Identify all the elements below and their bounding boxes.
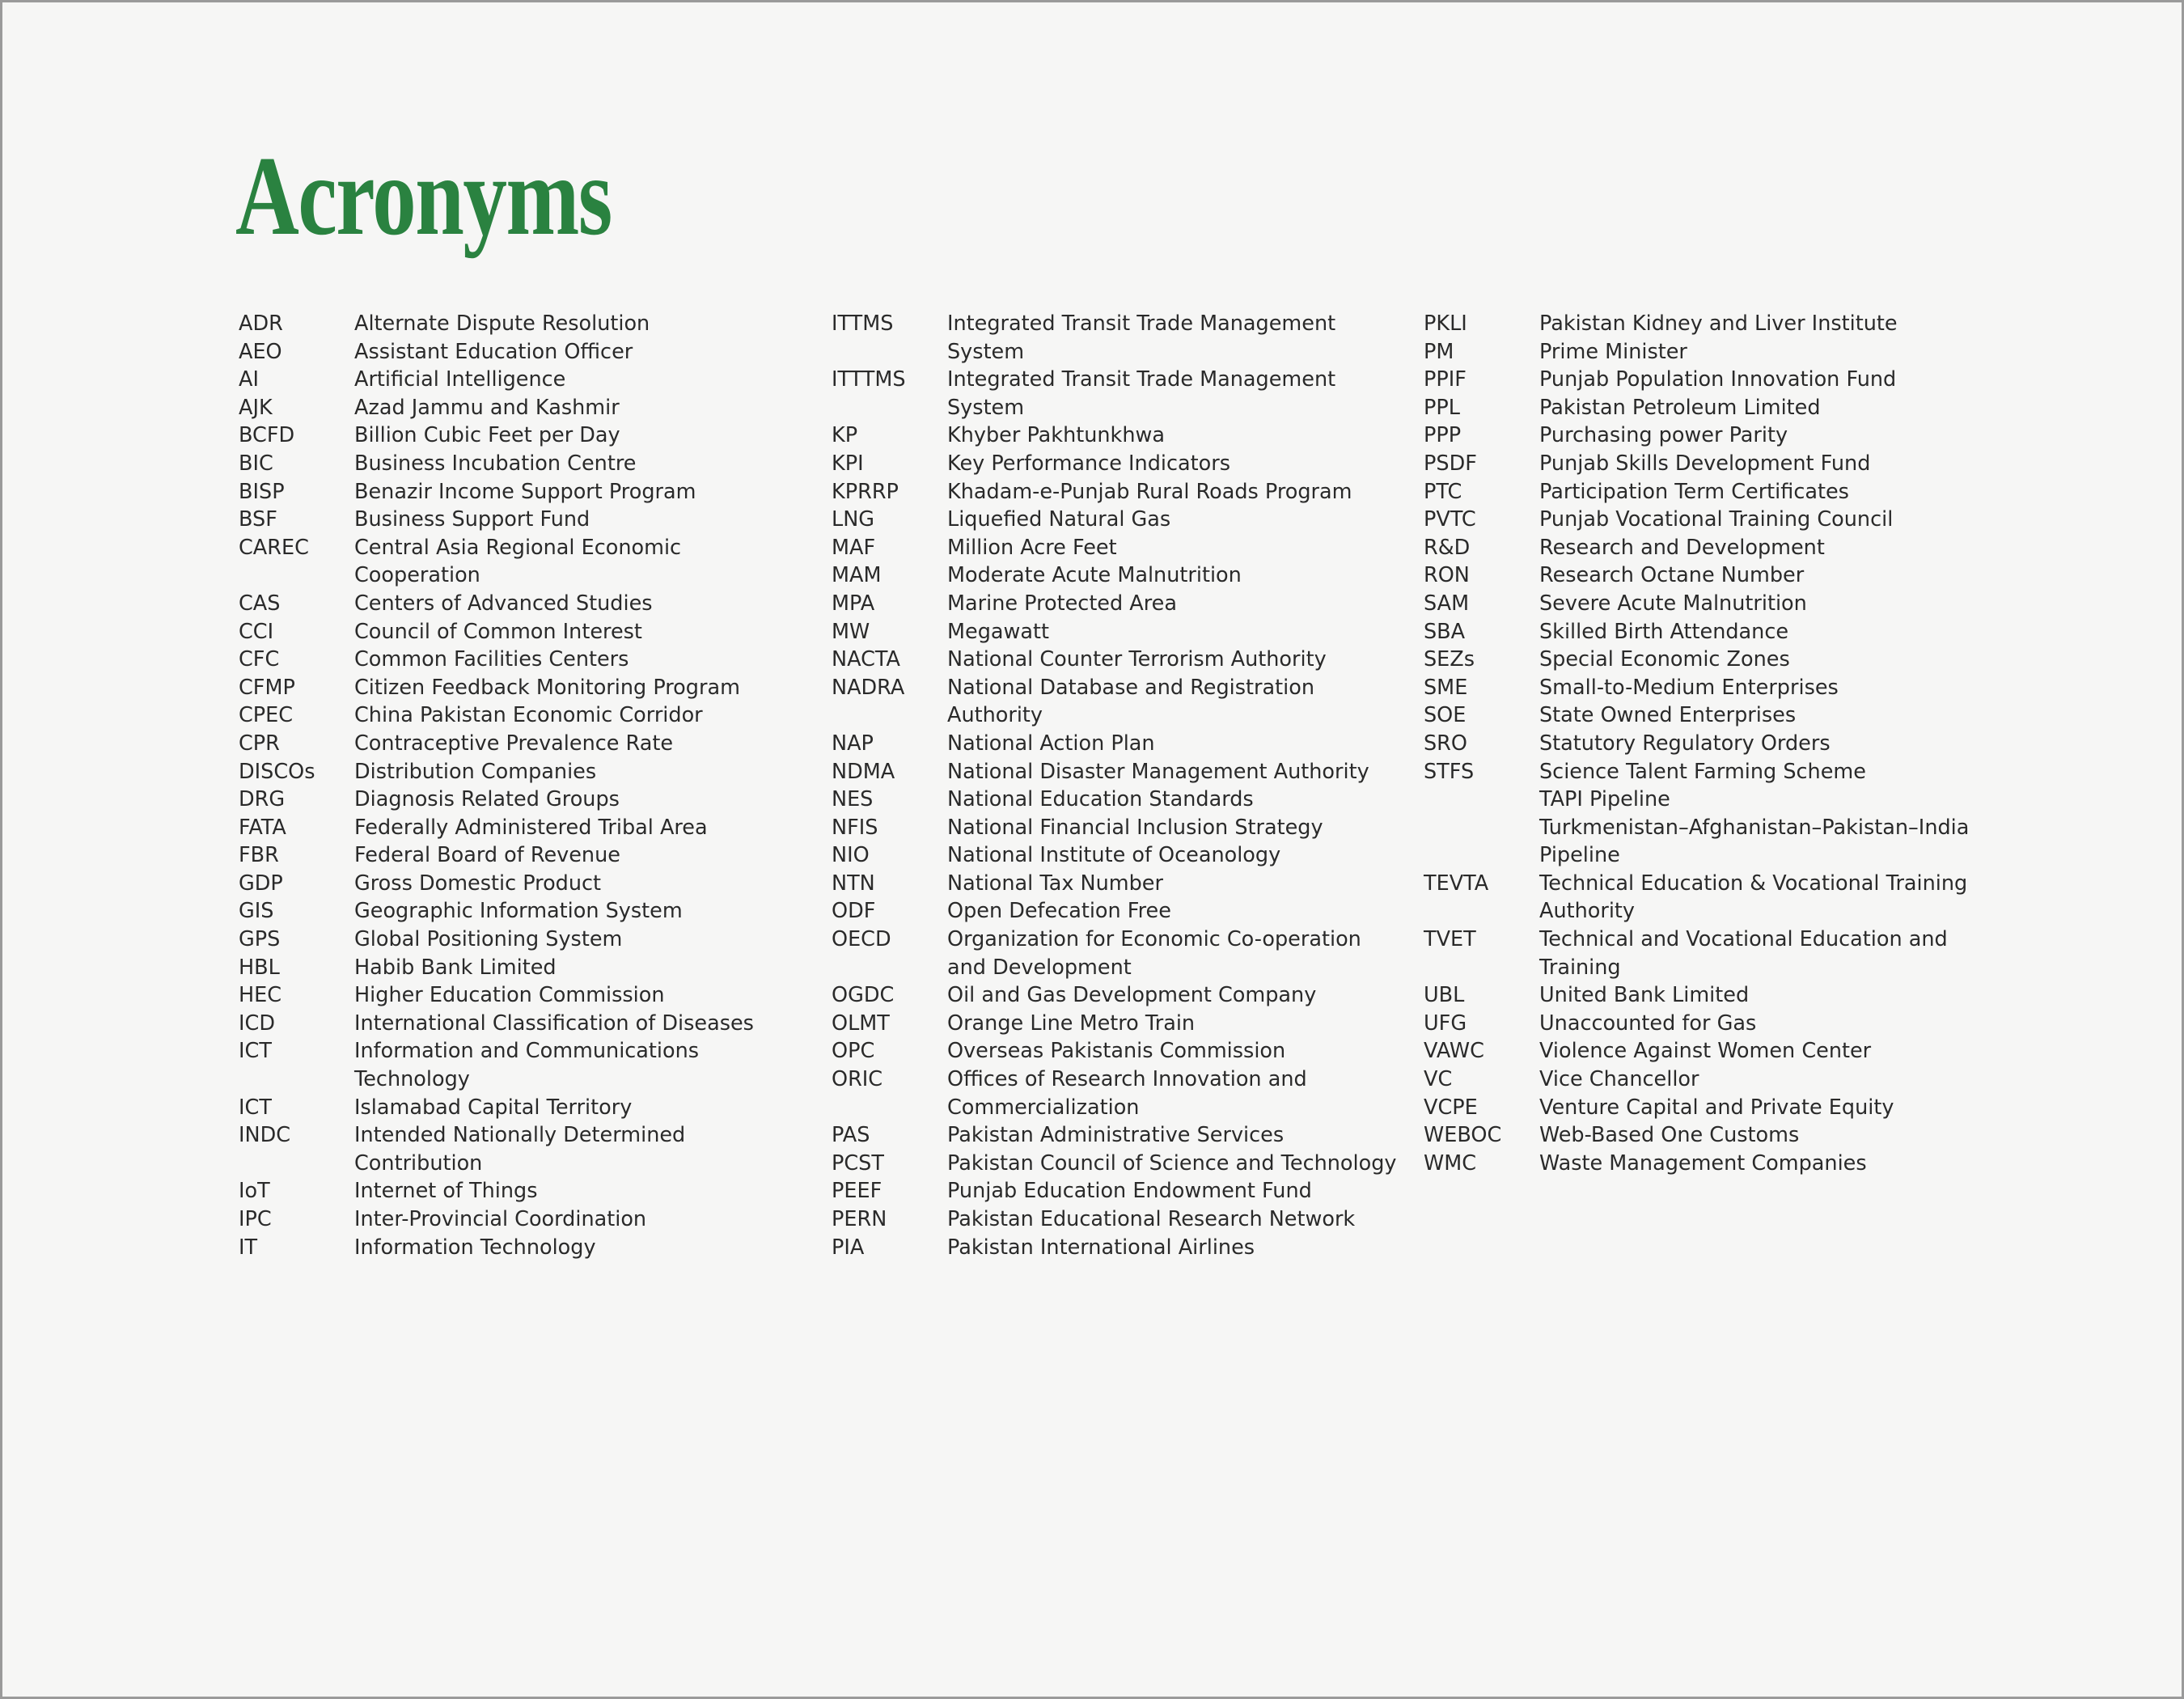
acronym-abbreviation: PM xyxy=(1424,339,1454,364)
acronym-definition: Contraceptive Prevalence Rate xyxy=(354,731,674,756)
acronym-definition: Pakistan International Airlines xyxy=(947,1235,1255,1260)
acronym-abbreviation: PPL xyxy=(1424,395,1460,420)
acronym-entry xyxy=(239,926,813,954)
acronym-abbreviation: NIO xyxy=(832,843,870,868)
acronym-definition: Integrated Transit Trade Management System xyxy=(947,311,1336,364)
acronym-abbreviation: DISCOs xyxy=(239,759,315,784)
acronym-definition: Benazir Income Support Program xyxy=(354,479,696,504)
acronym-entry xyxy=(239,897,813,926)
acronym-definition: Turkmenistan–Afghanistan–Pakistan–India Pipeline xyxy=(1539,815,1970,868)
acronym-definition: Liquefied Natural Gas xyxy=(947,507,1171,532)
acronym-definition: Federally Administered Tribal Area xyxy=(354,815,708,840)
acronym-definition: Federal Board of Revenue xyxy=(354,843,620,868)
acronym-abbreviation: VCPE xyxy=(1424,1095,1478,1120)
acronym-entry xyxy=(239,422,813,450)
acronym-entry xyxy=(239,534,813,590)
acronym-abbreviation: WEBOC xyxy=(1424,1123,1502,1148)
acronym-entry xyxy=(832,534,1406,562)
acronym-definition: Global Positioning System xyxy=(354,927,623,952)
acronym-abbreviation: LNG xyxy=(832,507,875,532)
acronym-entry xyxy=(239,590,813,618)
acronym-entry xyxy=(832,730,1406,758)
acronym-entry xyxy=(239,1177,813,1205)
acronym-abbreviation: ICT xyxy=(239,1039,272,1064)
acronym-entry xyxy=(832,450,1406,478)
acronym-definition: Organization for Economic Co-operation and Development xyxy=(947,927,1361,980)
acronym-entry xyxy=(832,1234,1406,1262)
acronym-definition: Internet of Things xyxy=(354,1179,538,1204)
acronym-entry xyxy=(1424,870,1990,926)
acronym-entry xyxy=(239,870,813,898)
acronym-entry xyxy=(239,506,813,534)
acronym-abbreviation: SAM xyxy=(1424,591,1470,616)
acronym-entry xyxy=(832,646,1406,674)
acronym-abbreviation: TVET xyxy=(1424,927,1476,952)
acronym-definition: Small-to-Medium Enterprises xyxy=(1539,675,1839,700)
acronym-entry xyxy=(1424,310,1990,338)
acronym-abbreviation: NDMA xyxy=(832,759,895,784)
acronym-entry xyxy=(1424,786,1990,814)
acronym-definition: Intended Nationally Determined Contribution xyxy=(354,1123,686,1176)
acronym-definition: State Owned Enterprises xyxy=(1539,703,1797,728)
acronym-entry xyxy=(1424,758,1990,786)
acronym-entry xyxy=(239,730,813,758)
acronym-abbreviation: NACTA xyxy=(832,647,900,672)
acronym-entry xyxy=(1424,506,1990,534)
acronym-abbreviation: CFMP xyxy=(239,675,295,700)
acronym-abbreviation: AJK xyxy=(239,395,273,420)
acronym-entry xyxy=(239,338,813,366)
acronym-abbreviation: RON xyxy=(1424,563,1470,588)
acronym-entry xyxy=(239,1010,813,1038)
acronym-entry xyxy=(832,1205,1406,1234)
acronym-entry xyxy=(832,841,1406,870)
acronym-definition: Inter-Provincial Coordination xyxy=(354,1207,647,1231)
acronym-abbreviation: PEEF xyxy=(832,1179,882,1204)
acronym-definition: Billion Cubic Feet per Day xyxy=(354,423,620,448)
acronym-abbreviation xyxy=(1424,814,1539,870)
acronym-entry xyxy=(239,1037,813,1093)
acronym-definition: Statutory Regulatory Orders xyxy=(1539,731,1831,756)
acronym-definition: Violence Against Women Center xyxy=(1539,1039,1872,1064)
acronym-abbreviation: BCFD xyxy=(239,423,295,448)
acronym-definition: Open Defecation Free xyxy=(947,899,1171,924)
acronym-abbreviation: NADRA xyxy=(832,675,905,700)
acronym-definition: Science Talent Farming Scheme xyxy=(1539,759,1866,784)
acronym-definition: Khadam-e-Punjab Rural Roads Program xyxy=(947,479,1352,504)
acronym-definition: Vice Chancellor xyxy=(1539,1067,1699,1092)
acronym-entry xyxy=(832,758,1406,786)
acronym-definition: Distribution Companies xyxy=(354,759,597,784)
acronym-entry xyxy=(239,674,813,702)
acronym-abbreviation: FBR xyxy=(239,843,279,868)
acronym-definition: Khyber Pakhtunkhwa xyxy=(947,423,1165,448)
acronym-definition: Research and Development xyxy=(1539,535,1825,560)
acronym-abbreviation: ICT xyxy=(239,1095,272,1120)
acronym-abbreviation: GIS xyxy=(239,899,274,924)
acronym-definition: National Action Plan xyxy=(947,731,1155,756)
acronym-definition: National Education Standards xyxy=(947,787,1254,812)
acronym-entry xyxy=(832,1121,1406,1150)
acronym-definition: Research Octane Number xyxy=(1539,563,1805,588)
acronym-definition: National Counter Terrorism Authority xyxy=(947,647,1327,672)
acronym-column-1 xyxy=(239,310,813,1261)
acronym-entry xyxy=(239,310,813,338)
acronym-entry xyxy=(1424,394,1990,422)
acronym-definition: Higher Education Commission xyxy=(354,983,665,1008)
acronym-entry xyxy=(832,897,1406,926)
acronym-entry xyxy=(832,1037,1406,1066)
acronym-definition: Punjab Population Innovation Fund xyxy=(1539,367,1897,392)
acronym-abbreviation: PKLI xyxy=(1424,311,1467,336)
acronym-abbreviation: CFC xyxy=(239,647,280,672)
acronym-abbreviation: CAREC xyxy=(239,535,309,560)
acronym-entry xyxy=(1424,1094,1990,1122)
acronym-entry xyxy=(832,1150,1406,1178)
acronym-entry xyxy=(1424,366,1990,394)
acronym-abbreviation: OPC xyxy=(832,1039,875,1064)
acronym-abbreviation: PCST xyxy=(832,1150,884,1176)
acronym-abbreviation: MW xyxy=(832,619,870,644)
acronym-definition: Orange Line Metro Train xyxy=(947,1011,1196,1036)
acronym-entry xyxy=(832,618,1406,646)
acronym-definition: Special Economic Zones xyxy=(1539,647,1790,672)
acronym-entry xyxy=(832,814,1406,842)
acronym-entry xyxy=(1424,338,1990,366)
acronym-entry xyxy=(239,618,813,646)
acronym-definition: Key Performance Indicators xyxy=(947,451,1231,476)
acronym-abbreviation: SRO xyxy=(1424,731,1467,756)
acronym-definition: Islamabad Capital Territory xyxy=(354,1095,633,1120)
acronym-abbreviation: MAF xyxy=(832,535,876,560)
acronym-abbreviation: UFG xyxy=(1424,1011,1467,1036)
acronym-entry xyxy=(1424,450,1990,478)
acronym-entry xyxy=(1424,618,1990,646)
acronym-abbreviation: CAS xyxy=(239,591,281,616)
acronym-definition: Severe Acute Malnutrition xyxy=(1539,591,1807,616)
acronym-definition: Common Facilities Centers xyxy=(354,647,629,672)
acronym-entry xyxy=(1424,478,1990,506)
acronym-abbreviation: ICD xyxy=(239,1011,275,1036)
acronym-entry xyxy=(239,701,813,730)
acronym-abbreviation: SME xyxy=(1424,675,1468,700)
acronym-definition: National Database and Registration Authority xyxy=(947,675,1314,728)
acronym-entry xyxy=(1424,590,1990,618)
acronym-definition: Assistant Education Officer xyxy=(354,339,633,364)
acronym-abbreviation: ADR xyxy=(239,311,283,336)
acronym-definition: Prime Minister xyxy=(1539,339,1687,364)
acronym-definition: Business Incubation Centre xyxy=(354,451,637,476)
acronym-definition: Integrated Transit Trade Management System xyxy=(947,367,1336,420)
acronym-definition: Unaccounted for Gas xyxy=(1539,1011,1757,1036)
acronym-definition: Pakistan Kidney and Liver Institute xyxy=(1539,311,1898,336)
acronym-abbreviation: ODF xyxy=(832,899,876,924)
acronym-abbreviation: KPRRP xyxy=(832,479,899,504)
acronym-entry xyxy=(1424,674,1990,702)
acronym-definition: Central Asia Regional Economic Cooperation xyxy=(354,535,682,588)
acronym-abbreviation: CPEC xyxy=(239,703,294,728)
acronym-column-2 xyxy=(832,310,1406,1261)
acronym-definition: Million Acre Feet xyxy=(947,535,1117,560)
acronym-column-3 xyxy=(1424,310,1990,1177)
acronym-entry xyxy=(832,926,1406,981)
acronym-abbreviation: STFS xyxy=(1424,759,1475,784)
acronym-entry xyxy=(832,674,1406,730)
acronym-abbreviation: AI xyxy=(239,367,259,392)
acronym-definition: Citizen Feedback Monitoring Program xyxy=(354,675,740,700)
acronym-definition: Web-Based One Customs xyxy=(1539,1123,1800,1148)
acronym-definition: Pakistan Council of Science and Technology xyxy=(947,1150,1397,1176)
acronym-abbreviation: WMC xyxy=(1424,1150,1477,1176)
acronym-definition: Information and Communications Technology xyxy=(354,1039,700,1092)
acronym-definition: Azad Jammu and Kashmir xyxy=(354,395,620,420)
acronym-definition: Waste Management Companies xyxy=(1539,1150,1867,1176)
acronym-abbreviation: VAWC xyxy=(1424,1039,1484,1064)
acronym-definition: Moderate Acute Malnutrition xyxy=(947,563,1242,588)
acronym-abbreviation: NFIS xyxy=(832,815,878,840)
acronym-abbreviation: DRG xyxy=(239,787,286,812)
acronym-entry xyxy=(1424,1150,1990,1178)
acronym-entry xyxy=(1424,701,1990,730)
acronym-entry xyxy=(832,1010,1406,1038)
acronym-entry xyxy=(239,981,813,1010)
acronym-abbreviation: BSF xyxy=(239,507,277,532)
acronym-entry xyxy=(1424,561,1990,590)
acronym-entry xyxy=(239,1234,813,1262)
acronym-entry xyxy=(239,1094,813,1122)
acronym-entry xyxy=(1424,814,1990,870)
acronym-abbreviation: KP xyxy=(832,423,858,448)
acronym-entry xyxy=(832,1177,1406,1205)
acronym-definition: Offices of Research Innovation and Commercialization xyxy=(947,1067,1307,1120)
acronym-definition: Alternate Dispute Resolution xyxy=(354,311,650,336)
acronym-definition: International Classification of Diseases xyxy=(354,1011,754,1036)
acronym-abbreviation: SEZs xyxy=(1424,647,1475,672)
acronym-abbreviation: PPP xyxy=(1424,423,1462,448)
acronym-entry xyxy=(832,981,1406,1010)
acronym-definition: Purchasing power Parity xyxy=(1539,423,1788,448)
acronym-definition: National Institute of Oceanology xyxy=(947,843,1281,868)
acronym-definition: Artificial Intelligence xyxy=(354,367,566,392)
acronym-abbreviation: IoT xyxy=(239,1179,270,1204)
acronym-abbreviation: BIC xyxy=(239,451,273,476)
acronym-entry xyxy=(239,450,813,478)
acronym-abbreviation: GPS xyxy=(239,927,281,952)
acronym-abbreviation: PIA xyxy=(832,1235,865,1260)
acronym-entry xyxy=(239,758,813,786)
acronym-entry xyxy=(1424,926,1990,981)
acronym-entry xyxy=(239,394,813,422)
acronym-abbreviation: GDP xyxy=(239,871,283,896)
acronym-entry xyxy=(239,1121,813,1177)
acronym-entry xyxy=(1424,1010,1990,1038)
acronym-abbreviation: NAP xyxy=(832,731,874,756)
acronym-abbreviation: IPC xyxy=(239,1207,272,1231)
acronym-definition: Technical Education & Vocational Training Authority xyxy=(1539,871,1968,924)
acronym-entry xyxy=(1424,981,1990,1010)
acronym-abbreviation: ITTTMS xyxy=(832,367,906,392)
acronym-definition: China Pakistan Economic Corridor xyxy=(354,703,703,728)
acronym-definition: Punjab Skills Development Fund xyxy=(1539,451,1871,476)
acronym-abbreviation: PAS xyxy=(832,1123,870,1148)
acronym-entry xyxy=(1424,422,1990,450)
acronym-entry xyxy=(239,646,813,674)
acronym-entry xyxy=(1424,646,1990,674)
acronym-entry xyxy=(832,561,1406,590)
acronym-entry xyxy=(832,870,1406,898)
acronym-definition: Geographic Information System xyxy=(354,899,683,924)
acronym-definition: Skilled Birth Attendance xyxy=(1539,619,1789,644)
acronym-definition: Gross Domestic Product xyxy=(354,871,602,896)
acronym-abbreviation: NES xyxy=(832,787,874,812)
acronym-definition: Punjab Vocational Training Council xyxy=(1539,507,1894,532)
acronym-definition: Centers of Advanced Studies xyxy=(354,591,653,616)
acronym-definition: Business Support Fund xyxy=(354,507,590,532)
acronym-definition: Pakistan Petroleum Limited xyxy=(1539,395,1821,420)
acronym-entry xyxy=(239,366,813,394)
acronym-abbreviation: SBA xyxy=(1424,619,1466,644)
acronym-abbreviation: HEC xyxy=(239,983,282,1008)
acronym-entry xyxy=(832,310,1406,366)
acronym-definition: TAPI Pipeline xyxy=(1539,787,1670,812)
acronym-abbreviation: NTN xyxy=(832,871,875,896)
acronym-entry xyxy=(832,590,1406,618)
acronym-abbreviation xyxy=(1424,786,1539,814)
acronym-abbreviation: KPI xyxy=(832,451,864,476)
acronym-abbreviation: PVTC xyxy=(1424,507,1476,532)
acronym-definition: United Bank Limited xyxy=(1539,983,1750,1008)
acronym-abbreviation: OLMT xyxy=(832,1011,890,1036)
acronym-entry xyxy=(239,1205,813,1234)
acronym-entry xyxy=(832,422,1406,450)
acronym-definition: National Tax Number xyxy=(947,871,1163,896)
acronym-abbreviation: SOE xyxy=(1424,703,1467,728)
acronym-abbreviation: OECD xyxy=(832,927,891,952)
acronym-abbreviation: BISP xyxy=(239,479,285,504)
acronym-entry xyxy=(1424,1037,1990,1066)
page-title: Acronyms xyxy=(235,133,612,259)
acronym-definition: Venture Capital and Private Equity xyxy=(1539,1095,1894,1120)
acronym-entry xyxy=(239,478,813,506)
acronym-abbreviation: TEVTA xyxy=(1424,871,1489,896)
acronym-entry xyxy=(1424,1121,1990,1150)
acronym-entry xyxy=(239,954,813,982)
acronym-definition: Pakistan Administrative Services xyxy=(947,1123,1285,1148)
acronym-abbreviation: R&D xyxy=(1424,535,1471,560)
acronym-definition: Habib Bank Limited xyxy=(354,955,557,980)
acronym-entry xyxy=(1424,730,1990,758)
acronym-definition: Overseas Pakistanis Commission xyxy=(947,1039,1286,1064)
acronym-entry xyxy=(832,1066,1406,1121)
acronym-abbreviation: PSDF xyxy=(1424,451,1477,476)
acronym-definition: Diagnosis Related Groups xyxy=(354,787,620,812)
acronym-entry xyxy=(832,506,1406,534)
acronym-definition: Participation Term Certificates xyxy=(1539,479,1849,504)
acronym-abbreviation: MAM xyxy=(832,563,882,588)
acronym-abbreviation: VC xyxy=(1424,1067,1453,1092)
acronym-definition: Marine Protected Area xyxy=(947,591,1177,616)
acronym-entry xyxy=(239,786,813,814)
acronym-entry xyxy=(1424,534,1990,562)
acronym-abbreviation: MPA xyxy=(832,591,875,616)
acronym-abbreviation: FATA xyxy=(239,815,286,840)
acronym-definition: National Disaster Management Authority xyxy=(947,759,1369,784)
acronym-entry xyxy=(832,478,1406,506)
acronym-definition: Punjab Education Endowment Fund xyxy=(947,1179,1312,1204)
acronym-entry xyxy=(832,366,1406,422)
acronym-entry xyxy=(1424,1066,1990,1094)
acronym-abbreviation: AEO xyxy=(239,339,282,364)
acronym-abbreviation: INDC xyxy=(239,1123,291,1148)
acronym-definition: Council of Common Interest xyxy=(354,619,642,644)
acronym-definition: Pakistan Educational Research Network xyxy=(947,1207,1356,1231)
acronym-definition: Oil and Gas Development Company xyxy=(947,983,1317,1008)
acronym-abbreviation: OGDC xyxy=(832,983,895,1008)
acronym-abbreviation: CCI xyxy=(239,619,274,644)
acronym-abbreviation: UBL xyxy=(1424,983,1465,1008)
acronym-abbreviation: PTC xyxy=(1424,479,1462,504)
acronym-abbreviation: ORIC xyxy=(832,1067,883,1092)
acronym-abbreviation: PPIF xyxy=(1424,367,1467,392)
acronym-abbreviation: HBL xyxy=(239,955,280,980)
acronym-abbreviation: CPR xyxy=(239,731,280,756)
acronym-definition: Megawatt xyxy=(947,619,1049,644)
acronym-abbreviation: ITTMS xyxy=(832,311,894,336)
acronym-definition: Information Technology xyxy=(354,1235,596,1260)
acronym-entry xyxy=(832,786,1406,814)
acronym-abbreviation: IT xyxy=(239,1235,258,1260)
acronym-definition: National Financial Inclusion Strategy xyxy=(947,815,1323,840)
acronym-definition: Technical and Vocational Education and Training xyxy=(1539,927,1948,980)
acronym-abbreviation: PERN xyxy=(832,1207,887,1231)
acronym-entry xyxy=(239,814,813,842)
acronym-entry xyxy=(239,841,813,870)
